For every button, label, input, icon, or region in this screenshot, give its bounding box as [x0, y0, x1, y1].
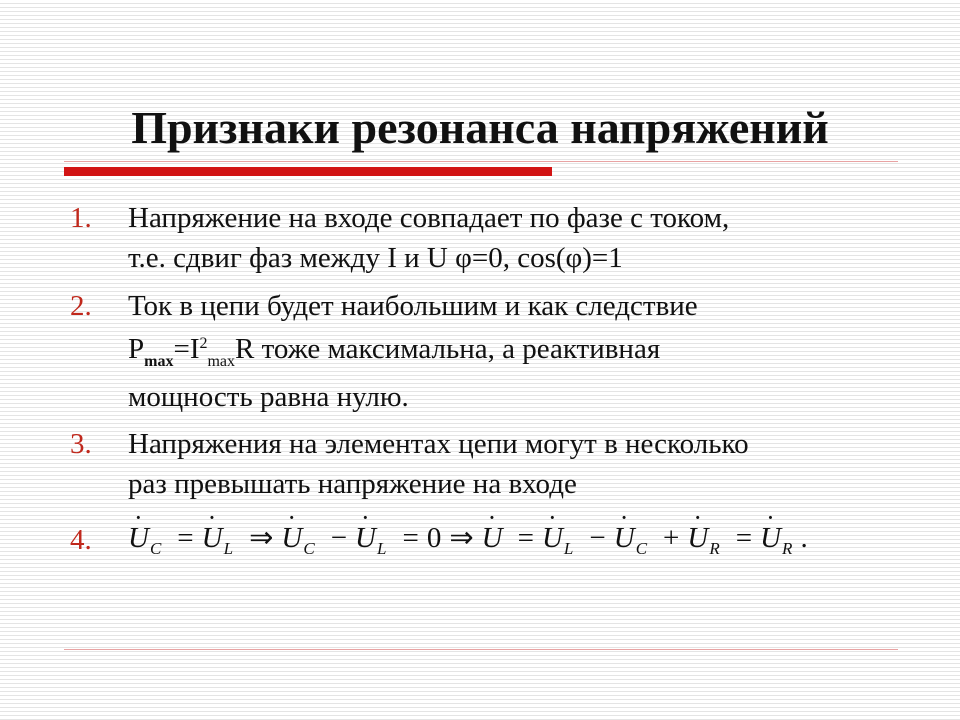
list-item-text — [128, 198, 908, 278]
formula-voltage: · U — [482, 516, 504, 560]
formula-operator: = — [177, 522, 194, 554]
formula-operator: = — [517, 522, 534, 554]
formula-subscript: C — [149, 539, 162, 558]
formula-voltage: · U — [281, 516, 303, 560]
current-superscript: 2 — [199, 335, 208, 352]
list-item-line: Напряжения на элементах цепи могут в несколько — [128, 428, 749, 460]
formula-subscript: L — [377, 539, 387, 558]
formula-operator: ⇒ — [249, 522, 274, 554]
formula-subscript: R — [709, 539, 720, 558]
formula-operator: = — [735, 522, 753, 554]
formula-voltage: · U — [687, 516, 709, 560]
slide-title: Признаки резонанса напряжений — [131, 102, 829, 153]
list-item-text — [128, 424, 908, 504]
current-symbol: =I — [173, 333, 200, 365]
list-item-line — [128, 326, 908, 377]
resonance-formula — [128, 516, 808, 560]
formula-operator: − — [330, 522, 348, 554]
list-number: 1. — [70, 202, 92, 234]
list-item-line: Ток в цепи будет наибольшим и как следствие — [128, 290, 698, 322]
list-item-line: мощность равна нулю. — [128, 381, 409, 413]
formula-subscript: R — [782, 539, 793, 558]
list-number: 4. — [70, 524, 92, 556]
formula-operator: + — [663, 522, 680, 554]
formula-subscript: C — [635, 539, 648, 558]
formula-period: . — [800, 522, 808, 554]
power-subscript: max — [144, 353, 174, 370]
formula-subscript: C — [303, 539, 315, 558]
list-item-line: раз превышать напряжение на входе — [128, 468, 577, 500]
list-number: 3. — [70, 428, 92, 460]
formula-subscript: L — [223, 539, 234, 558]
title-divider-thin — [64, 161, 898, 162]
current-subscript: max — [207, 353, 236, 370]
list-item-text — [128, 286, 908, 417]
formula-voltage: · U — [128, 516, 150, 560]
formula-operator: = — [402, 522, 419, 554]
list-number: 2. — [70, 290, 92, 322]
formula-voltage: · U — [202, 516, 224, 560]
formula-voltage: · U — [355, 516, 377, 560]
list-item-line-rest: R тоже максимальна, а реактивная — [235, 333, 661, 365]
formula-voltage: · U — [614, 516, 636, 560]
footer-divider — [64, 649, 898, 650]
formula-operator: ⇒ — [449, 522, 474, 554]
list-item-line: Напряжение на входе совпадает по фазе с током, — [128, 202, 730, 234]
formula-voltage: · U — [760, 516, 782, 560]
formula-zero: 0 — [426, 522, 442, 554]
list-item-line: т.е. сдвиг фаз между I и U φ=0, cos(φ)=1 — [128, 242, 623, 274]
formula-subscript: L — [563, 539, 574, 558]
power-symbol: P — [128, 333, 145, 365]
formula-voltage: · U — [542, 516, 564, 560]
formula-operator: − — [589, 522, 606, 554]
title-divider-accent — [64, 167, 552, 176]
